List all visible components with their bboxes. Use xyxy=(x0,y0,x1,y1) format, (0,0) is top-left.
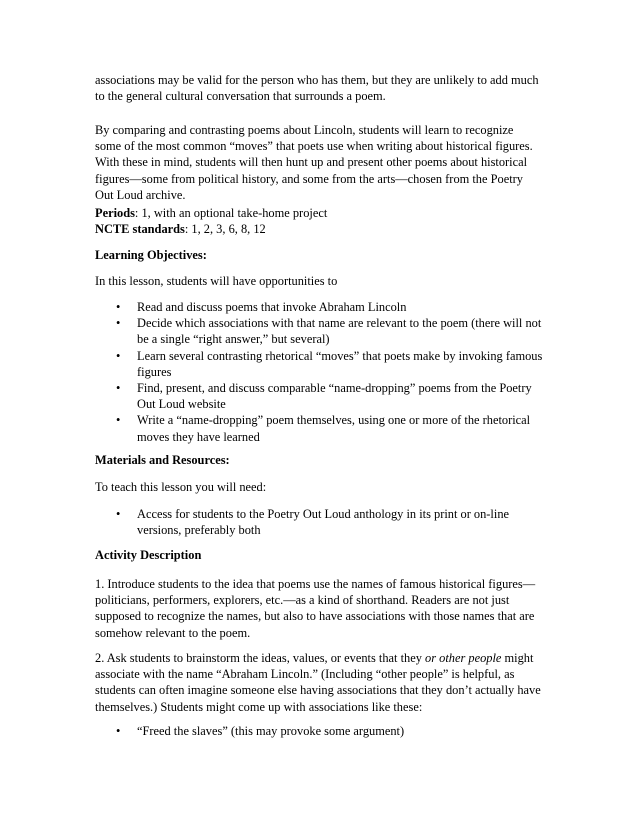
bullet-icon: • xyxy=(116,724,121,738)
text-line: figures—some from political history, and some from the arts—chosen from the Poetry xyxy=(95,171,523,186)
text-line: politicians, performers, explorers, etc.—as a kind of shorthand. Readers are not just xyxy=(95,593,510,608)
periods-line xyxy=(95,205,555,237)
materials-intro: To teach this lesson you will need: xyxy=(95,480,267,494)
text-line: associate with the name “Abraham Lincoln.” (Including “other people” is helpful, as xyxy=(95,667,515,682)
list-item: • Decide which associations with that name are relevant to the poem (there will not be a single “right answer,” but several) xyxy=(116,316,542,347)
materials-heading: Materials and Resources: xyxy=(95,453,230,467)
comparing-paragraph xyxy=(95,122,555,203)
text-line: With these in mind, students will then hunt up and present other poems about historical xyxy=(95,155,528,170)
list-item: • Write a “name-dropping” poem themselves, using one or more of the rhetorical moves they have learned xyxy=(116,413,531,444)
list-item: • Read and discuss poems that invoke Abraham Lincoln xyxy=(116,300,407,314)
activity-step-1 xyxy=(95,576,555,641)
associations-list xyxy=(95,723,555,739)
text-line: to the general cultural conversation that surrounds a poem. xyxy=(95,89,386,104)
bullet-icon: • xyxy=(116,413,121,428)
activity-heading: Activity Description xyxy=(95,548,202,562)
bullet-icon: • xyxy=(116,381,121,396)
bullet-icon: • xyxy=(116,300,121,314)
bullet-icon: • xyxy=(116,316,121,331)
text-line: Out Loud archive. xyxy=(95,187,186,202)
list-item: • Access for students to the Poetry Out Loud anthology in its print or on-line versions, preferably both xyxy=(116,507,510,538)
bullet-icon: • xyxy=(116,507,121,521)
text-line: students can often imagine someone else having associations that they don’t actually have xyxy=(95,683,541,698)
list-item: • Learn several contrasting rhetorical “moves” that poets make by invoking famous figures xyxy=(116,348,543,379)
activity-step-2 xyxy=(95,650,555,715)
materials-list xyxy=(95,506,555,538)
text-line: somehow relevant to the poem. xyxy=(95,625,251,640)
periods-value: : 1, with an optional take-home project xyxy=(134,206,328,220)
text-line: 1. Introduce students to the idea that poems use the names of famous historical figures— xyxy=(95,577,536,591)
text-line: associations may be valid for the person who has them, but they are unlikely to add much xyxy=(95,73,539,87)
text-line: themselves.) Students might come up with associations like these: xyxy=(95,699,423,714)
text-line: By comparing and contrasting poems about Lincoln, students will learn to recognize xyxy=(95,123,514,137)
list-item: • Find, present, and discuss comparable “name-dropping” poems from the Poetry Out Loud website xyxy=(116,381,532,412)
text-line: some of the most common “moves” that poets use when writing about historical figures. xyxy=(95,139,533,154)
list-item: • “Freed the slaves” (this may provoke some argument) xyxy=(116,724,405,738)
ncte-value: : 1, 2, 3, 6, 8, 12 xyxy=(184,222,266,237)
learning-objectives-list xyxy=(95,299,555,445)
learning-intro: In this lesson, students will have opportunities to xyxy=(95,274,338,288)
text-line: 2. Ask students to brainstorm the ideas, values, or events that they or other people might xyxy=(95,651,534,665)
ncte-label: NCTE standards xyxy=(95,222,185,237)
bullet-icon: • xyxy=(116,348,121,363)
text-line: supposed to recognize the names, but also to have associations with those names that are xyxy=(95,609,535,624)
learning-objectives-heading: Learning Objectives: xyxy=(95,248,207,262)
intro-paragraph xyxy=(95,72,555,104)
periods-label: Periods xyxy=(95,206,135,220)
